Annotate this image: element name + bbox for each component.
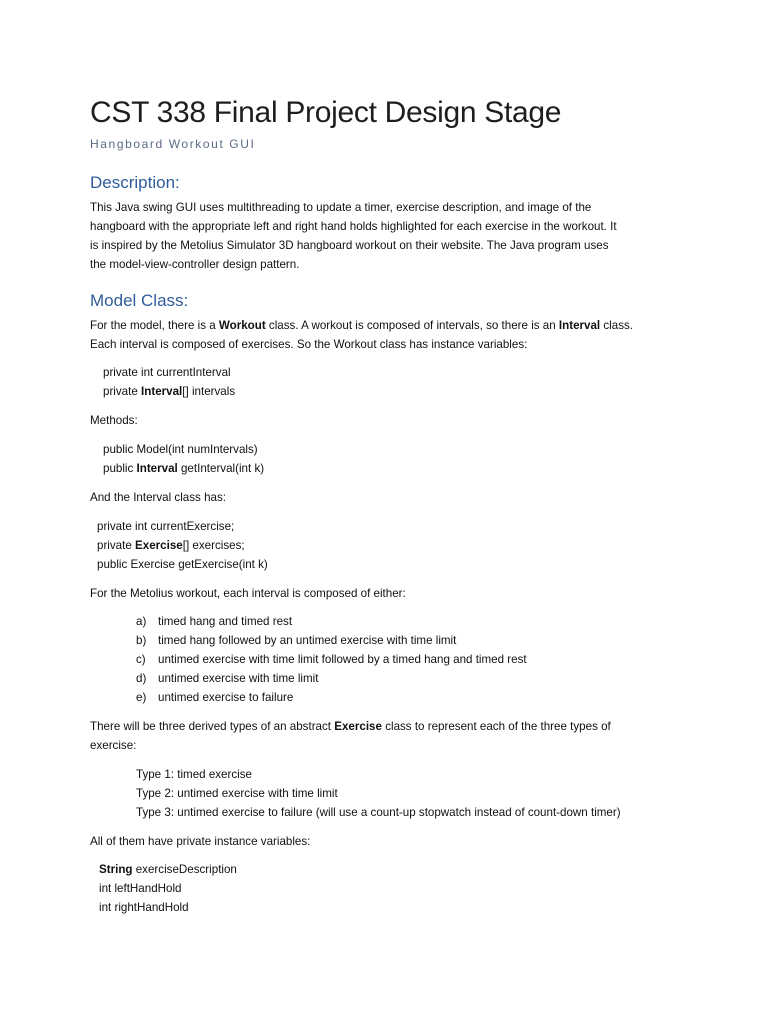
model-intro-line-1 — [90, 316, 633, 335]
workout-method-get-interval-modifier: public — [103, 462, 137, 475]
exercise-type-2: Type 2: untimed exercise with time limit — [136, 787, 338, 800]
interval-var-exercises-type: Exercise — [135, 539, 183, 552]
description-line-3: is inspired by the Metolius Simulator 3D hangboard workout on their website. The Java program uses — [90, 239, 609, 252]
model-intro-text-a: For the model, there is a — [90, 319, 219, 332]
interval-class-name: Interval — [558, 319, 601, 332]
description-heading: Description: — [90, 173, 180, 192]
workout-var-intervals-name: [] intervals — [182, 385, 236, 398]
description-line-1: This Java swing GUI uses multithreading to update a timer, exercise description, and image of the — [90, 201, 592, 214]
workout-class-name: Workout — [218, 319, 266, 332]
exercise-var-left-hand-hold: int leftHandHold — [99, 882, 182, 895]
interval-var-exercises-name: [] exercises; — [182, 539, 245, 552]
exercise-type-3: Type 3: untimed exercise to failure (will use a count-up stopwatch instead of count-down timer) — [136, 806, 621, 819]
document-subtitle: Hangboard Workout GUI — [90, 137, 256, 151]
list-text: timed hang followed by an untimed exercise with time limit — [158, 634, 457, 647]
document-title: CST 338 Final Project Design Stage — [90, 96, 562, 129]
derived-types-text-c: class to represent each of the three types of — [381, 720, 611, 733]
exercise-var-description-type: String — [99, 863, 133, 876]
workout-var-intervals-type: Interval — [141, 385, 183, 398]
model-class-heading: Model Class: — [90, 291, 189, 310]
list-text: untimed exercise with time limit — [158, 672, 319, 685]
model-intro-line-2: Each interval is composed of exercises. So the Workout class has instance variables: — [90, 338, 528, 351]
workout-method-get-interval-signature: getInterval(int k) — [177, 462, 265, 475]
derived-types-text-a: There will be three derived types of an abstract — [90, 720, 335, 733]
derived-types-line-2: exercise: — [90, 739, 137, 752]
interval-var-exercises — [97, 536, 245, 555]
workout-var-intervals — [103, 382, 235, 401]
methods-label: Methods: — [90, 414, 138, 427]
exercise-var-right-hand-hold: int rightHandHold — [99, 901, 189, 914]
interval-var-current-exercise: private int currentExercise; — [97, 520, 235, 533]
exercise-class-name: Exercise — [334, 720, 382, 733]
list-marker: d) — [136, 672, 147, 685]
workout-var-intervals-modifier: private — [103, 385, 142, 398]
metolius-intro: For the Metolius workout, each interval is composed of either: — [90, 587, 406, 600]
list-text: timed hang and timed rest — [158, 615, 293, 628]
description-line-2: hangboard with the appropriate left and right hand holds highlighted for each exercise in the workout. It — [90, 220, 617, 233]
list-marker: c) — [136, 653, 146, 666]
interval-class-intro: And the Interval class has: — [90, 491, 226, 504]
workout-var-current-interval: private int currentInterval — [103, 366, 231, 379]
exercise-var-description — [99, 860, 237, 879]
list-marker: e) — [136, 691, 147, 704]
description-line-4: the model-view-controller design pattern. — [90, 258, 300, 271]
list-text: untimed exercise to failure — [158, 691, 294, 704]
model-intro-text-c: class. A workout is composed of intervals, so there is an — [265, 319, 559, 332]
workout-method-get-interval-type: Interval — [136, 462, 178, 475]
list-marker: a) — [136, 615, 147, 628]
private-vars-intro: All of them have private instance variables: — [90, 835, 311, 848]
interval-var-exercises-modifier: private — [97, 539, 136, 552]
list-text: untimed exercise with time limit followed by a timed hang and timed rest — [158, 653, 527, 666]
model-intro-text-e: class. — [600, 319, 634, 332]
interval-method-get-exercise: public Exercise getExercise(int k) — [97, 558, 268, 571]
exercise-type-1: Type 1: timed exercise — [136, 768, 252, 781]
derived-types-line-1 — [90, 717, 611, 736]
list-marker: b) — [136, 634, 147, 647]
workout-method-constructor: public Model(int numIntervals) — [103, 443, 258, 456]
exercise-var-description-name: exerciseDescription — [132, 863, 237, 876]
workout-method-get-interval — [103, 459, 264, 478]
